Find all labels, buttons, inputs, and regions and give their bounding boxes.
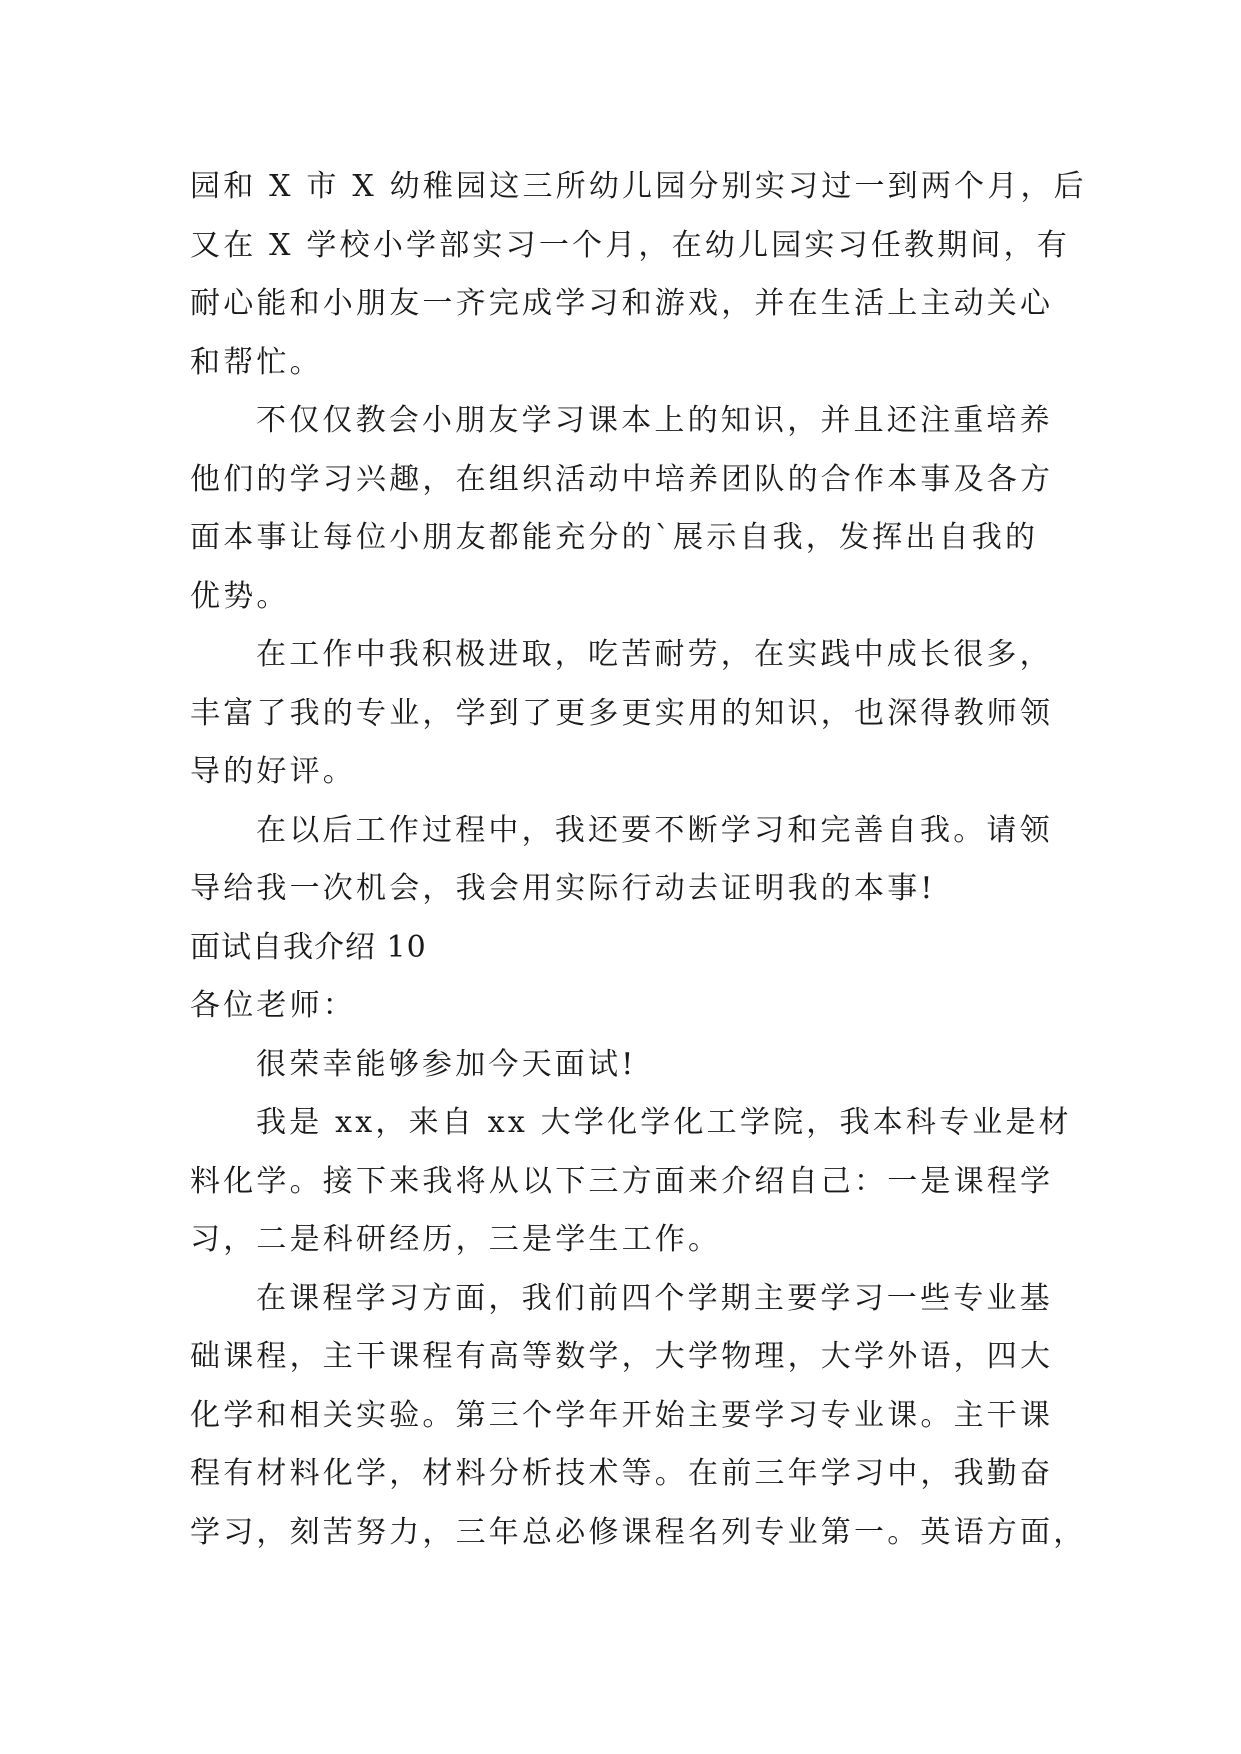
paragraph-first-line: 在工作中我积极进取，吃苦耐劳，在实践中成长很多， [256, 637, 1053, 672]
text-line: 丰富了我的专业，学到了更多更实用的知识，也深得教师领 [190, 695, 1054, 731]
paragraph-first-line: 在以后工作过程中，我还要不断学习和完善自我。请领 [256, 812, 1053, 848]
text-line: 础课程，主干课程有高等数学，大学物理，大学外语，四大 [190, 1339, 1054, 1374]
text-line: 习，二是科研经历，三是学生工作。 [190, 1222, 722, 1257]
text-line: 面本事让每位小朋友都能充分的`展示自我，发挥出自我的 [190, 520, 1039, 555]
paragraph-first-line: 不仅仅教会小朋友学习课本上的知识，并且还注重培养 [256, 403, 1053, 438]
text-line: 化学和相关实验。第三个学年开始主要学习专业课。主干课 [190, 1397, 1054, 1433]
salutation: 各位老师： [190, 988, 356, 1023]
paragraph-first-line: 在课程学习方面，我们前四个学期主要学习一些专业基 [256, 1280, 1053, 1316]
text-line: 程有材料化学，材料分析技术等。在前三年学习中，我勤奋 [190, 1456, 1054, 1491]
section-heading: 面试自我介绍 10 [190, 929, 427, 965]
text-line: 耐心能和小朋友一齐完成学习和游戏，并在生活上主动关心 [190, 286, 1054, 321]
text-line: 又在 X 学校小学部实习一个月，在幼儿园实习任教期间，有 [190, 227, 1071, 263]
document-body [190, 158, 1087, 1562]
paragraph-first-line: 很荣幸能够参加今天面试! [256, 1046, 637, 1082]
text-line: 导的好评。 [190, 754, 356, 789]
text-line: 导给我一次机会，我会用实际行动去证明我的本事! [190, 871, 936, 906]
text-line: 园和 X 市 X 幼稚园这三所幼儿园分别实习过一到两个月，后 [190, 169, 1087, 204]
text-line: 和帮忙。 [190, 344, 323, 380]
text-line: 料化学。接下来我将从以下三方面来介绍自己：一是课程学 [190, 1163, 1054, 1199]
text-line: 学习，刻苦努力，三年总必修课程名列专业第一。英语方面， [190, 1514, 1087, 1550]
paragraph-first-line: 我是 xx，来自 xx 大学化学化工学院，我本科专业是材 [256, 1105, 1072, 1140]
text-line: 优势。 [190, 578, 290, 614]
text-line: 他们的学习兴趣，在组织活动中培养团队的合作本事及各方 [190, 461, 1054, 497]
